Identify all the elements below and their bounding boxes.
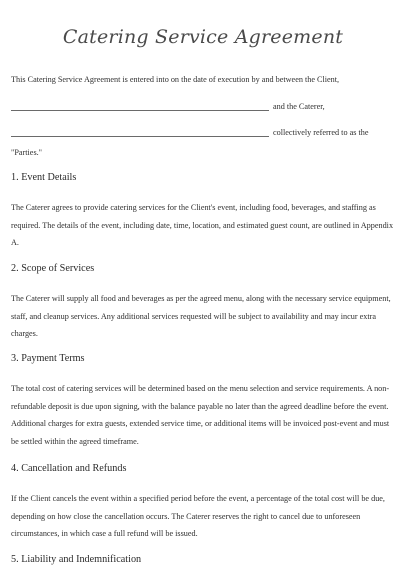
section-heading: 1. Event Details: [11, 172, 77, 183]
section-heading: 4. Cancellation and Refunds: [11, 463, 127, 474]
section-body: The Caterer agrees to provide catering services for the Client's event, including food, beverages, and staffing as required. The details of the event, including date, time, location, and estimated guest count, are outlined in Appendix A.: [11, 203, 394, 247]
caterer-blank[interactable]: [11, 127, 269, 137]
section-body: If the Client cancels the event within a specified period before the event, a percentage of the total cost will be due, depending on how close the cancellation occurs. The Caterer reserves the right to cancel due to unforeseen circumstances, in which case a full refund will be issued.: [11, 494, 385, 538]
client-name-line: [11, 99, 391, 111]
caterer-line-suffix: collectively referred to as the: [273, 128, 369, 137]
parties-text: "Parties.": [11, 148, 43, 157]
client-blank[interactable]: [11, 101, 269, 111]
document-title: Catering Service Agreement: [62, 26, 344, 48]
section-body: The Caterer will supply all food and beverages as per the agreed menu, along with the necessary service equipment, staff, and cleanup services. Any additional services requested will be subject to availability and may incur extra charges.: [11, 294, 391, 338]
section-heading: 5. Liability and Indemnification: [11, 554, 142, 565]
section-heading: 3. Payment Terms: [11, 353, 85, 364]
client-line-suffix: and the Caterer,: [273, 102, 325, 111]
section-body: The total cost of catering services will be determined based on the menu selection and service requirements. A non-refundable deposit is due upon signing, with the balance payable no later than the agreed deadline before the event. Additional charges for extra guests, extended service time, or additional items will be invoiced post-event and must be settled within the agreed timeframe.: [11, 384, 390, 446]
intro-text: This Catering Service Agreement is entered into on the date of execution by and between the Client,: [11, 75, 340, 84]
caterer-name-line: [11, 125, 391, 137]
section-heading: 2. Scope of Services: [11, 263, 95, 274]
